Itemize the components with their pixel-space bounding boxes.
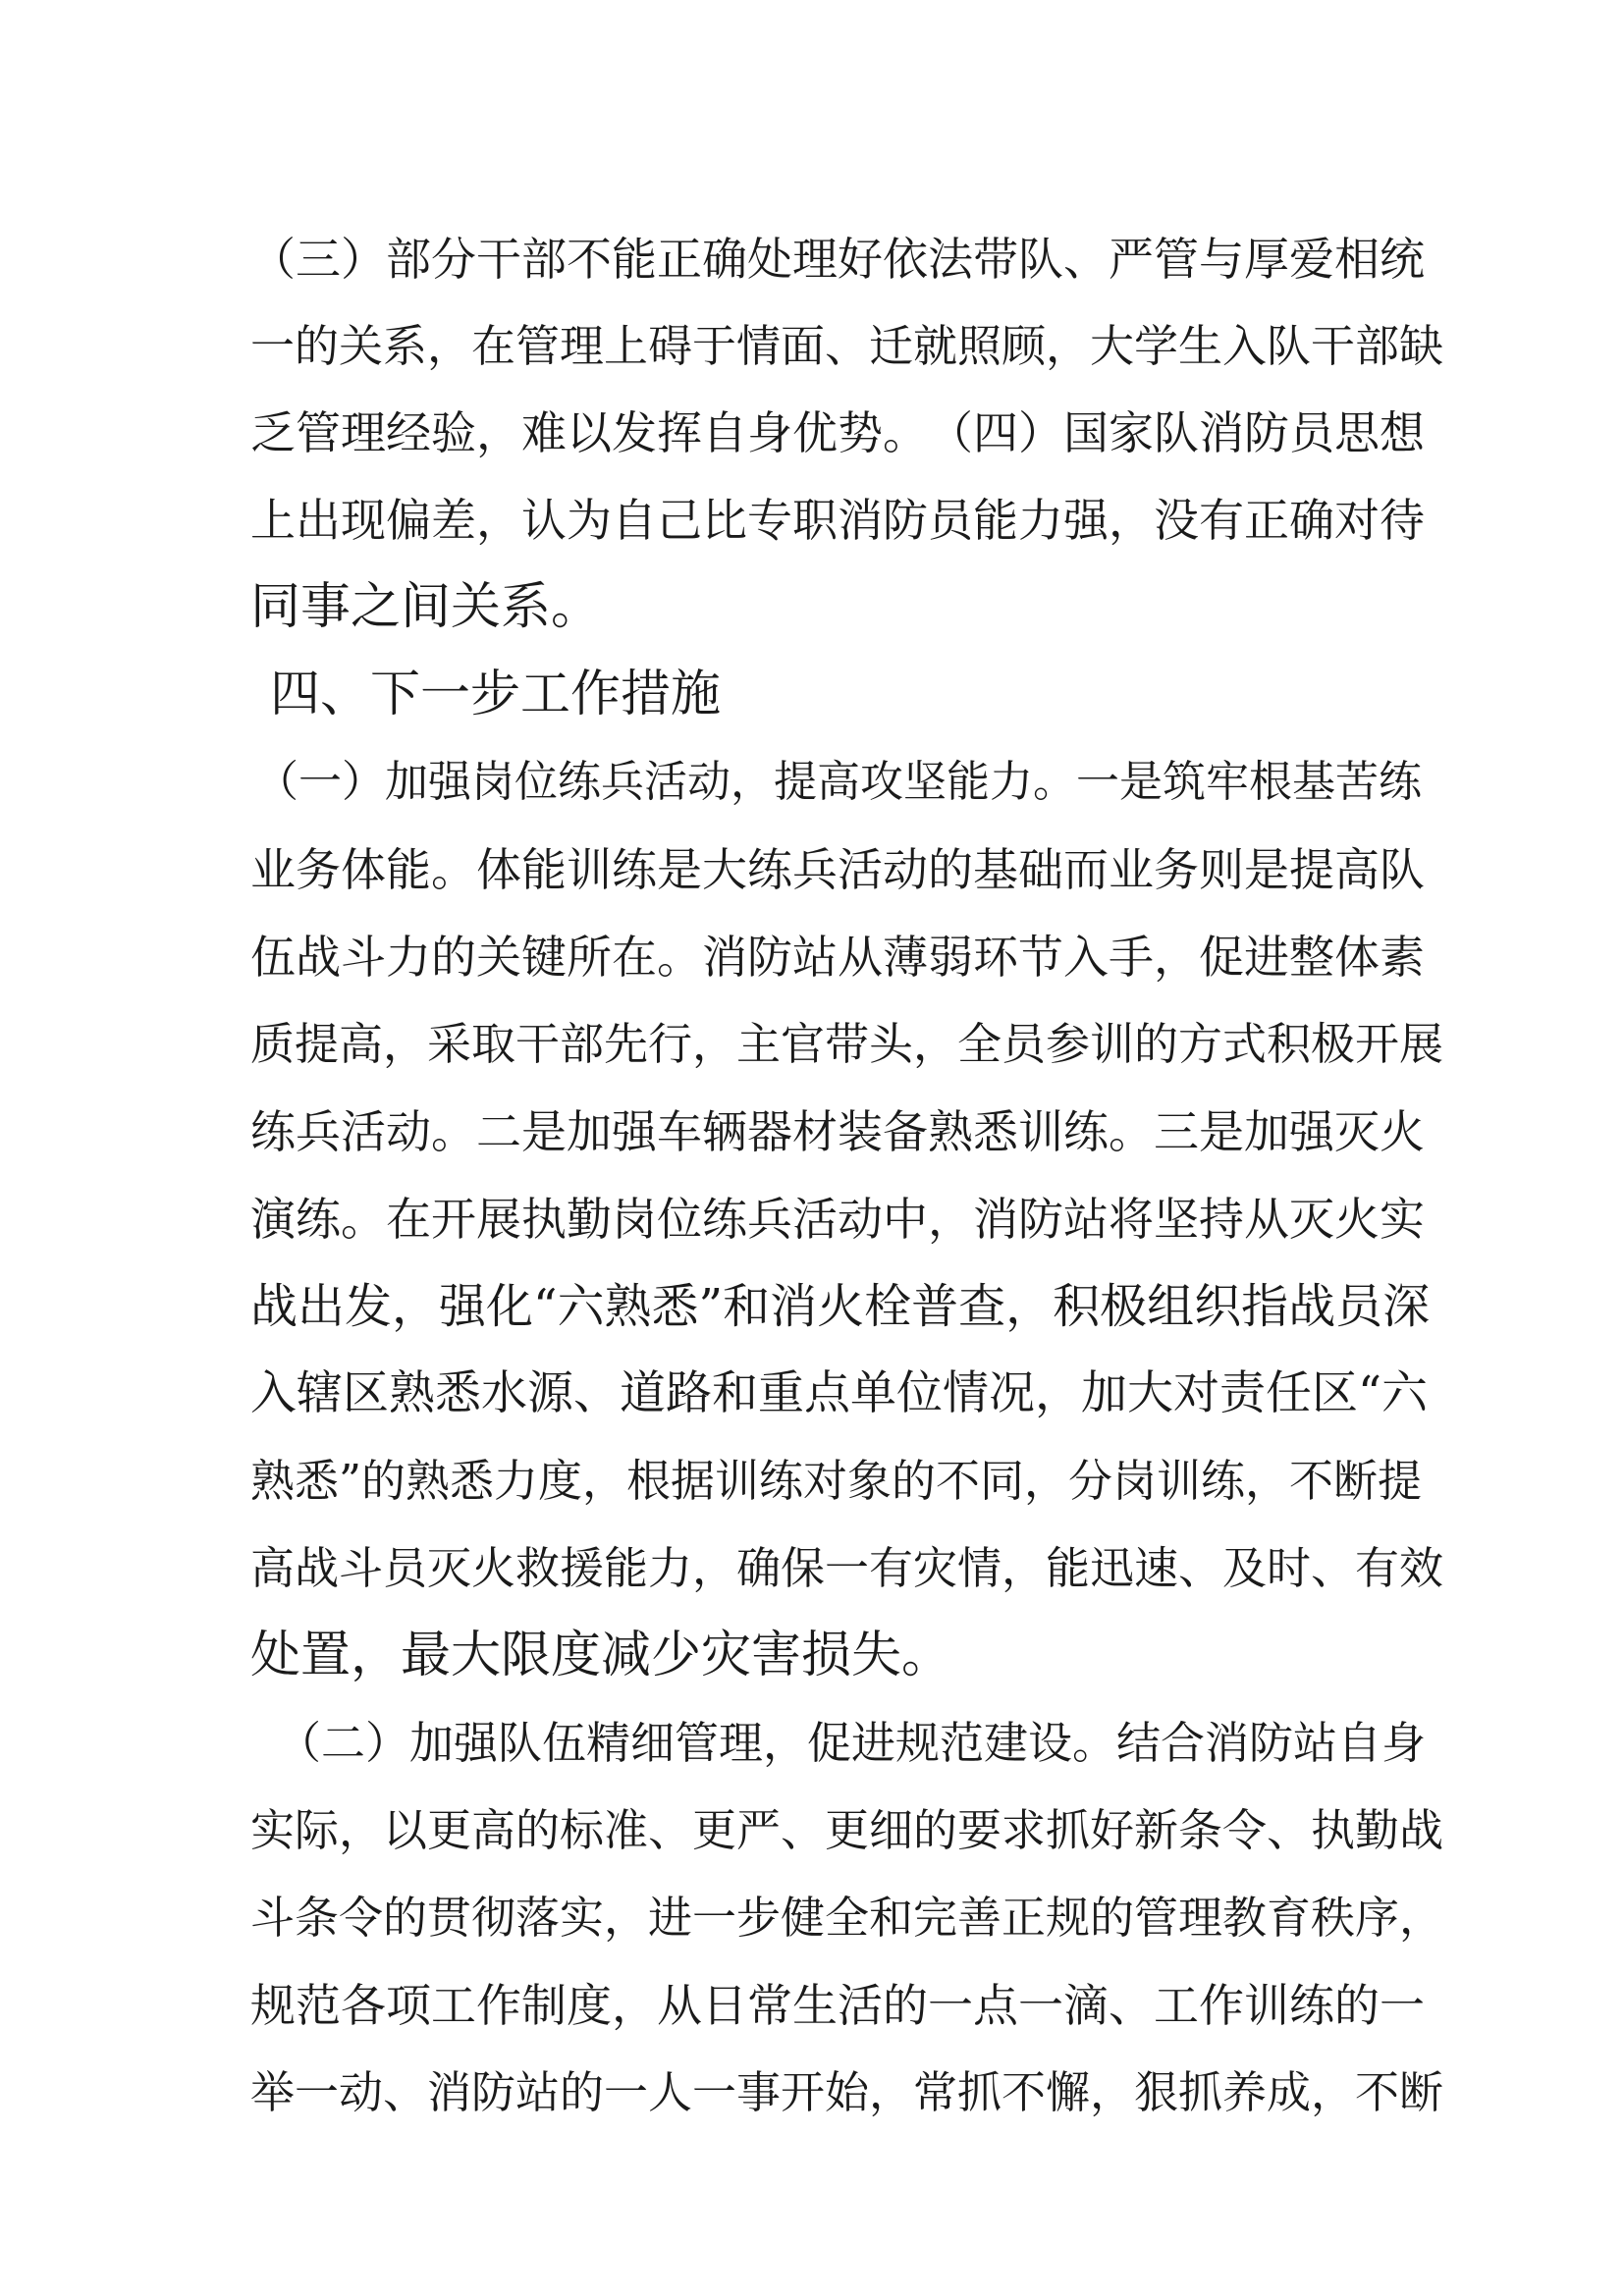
text-line: 实际，以更高的标准、更严、更细的要求抓好新条令、执勤战 (250, 1804, 1444, 1856)
text-line: 举一动、消防站的一人一事开始，常抓不懈，狠抓养成，不断 (250, 2066, 1444, 2118)
text-line: （一）加强岗位练兵活动，提高攻坚能力。一是筑牢根基苦练 (255, 757, 1422, 807)
text-line: 处置，最大限度减少灾害损失。 (250, 1627, 952, 1684)
text-line: 质提高，采取干部先行，主官带头，全员参训的方式积极开展 (250, 1018, 1444, 1070)
text-line: 斗条令的贯彻落实，进一步健全和完善正规的管理教育秩序， (250, 1892, 1444, 1944)
text-line: 规范各项工作制度，从日常生活的一点一滴、工作训练的一 (250, 1979, 1425, 2032)
text-line: 练兵活动。二是加强车辆器材装备熟悉训练。三是加强灭火 (250, 1105, 1425, 1158)
text-line: 熟悉”的熟悉力度，根据训练对象的不同，分岗训练，不断提 (250, 1455, 1423, 1507)
text-line: 演练。在开展执勤岗位练兵活动中，消防站将坚持从灭火实 (250, 1193, 1425, 1246)
text-line: 同事之间关系。 (250, 578, 602, 636)
text-line: 一的关系，在管理上碍于情面、迁就照顾，大学生入队干部缺 (250, 320, 1444, 372)
text-line: 业务体能。体能训练是大练兵活动的基础而业务则是提高队 (250, 843, 1425, 896)
text-line: 战出发，强化“六熟悉”和消火栓普查，积极组织指战员深 (250, 1279, 1431, 1334)
section-heading: 四、下一步工作措施 (270, 666, 722, 723)
text-line: （二）加强队伍精细管理，促进规范建设。结合消防站自身 (277, 1717, 1427, 1769)
text-line: 上出现偏差，认为自己比专职消防员能力强，没有正确对待 (250, 494, 1425, 547)
text-line: 乏管理经验，难以发挥自身优势。 （四）国家队消防员思想 (250, 406, 1425, 459)
text-line: （三）部分干部不能正确处理好依法带队、严管与厚爱相统 (250, 233, 1425, 286)
text-line: 入辖区熟悉水源、道路和重点单位情况，加大对责任区“六 (250, 1366, 1429, 1420)
text-line: 高战斗员灭火救援能力，确保一有灾情，能迅速、及时、有效 (250, 1542, 1444, 1594)
text-line: 伍战斗力的关键所在。消防站从薄弱环节入手，促进整体素 (250, 931, 1425, 984)
